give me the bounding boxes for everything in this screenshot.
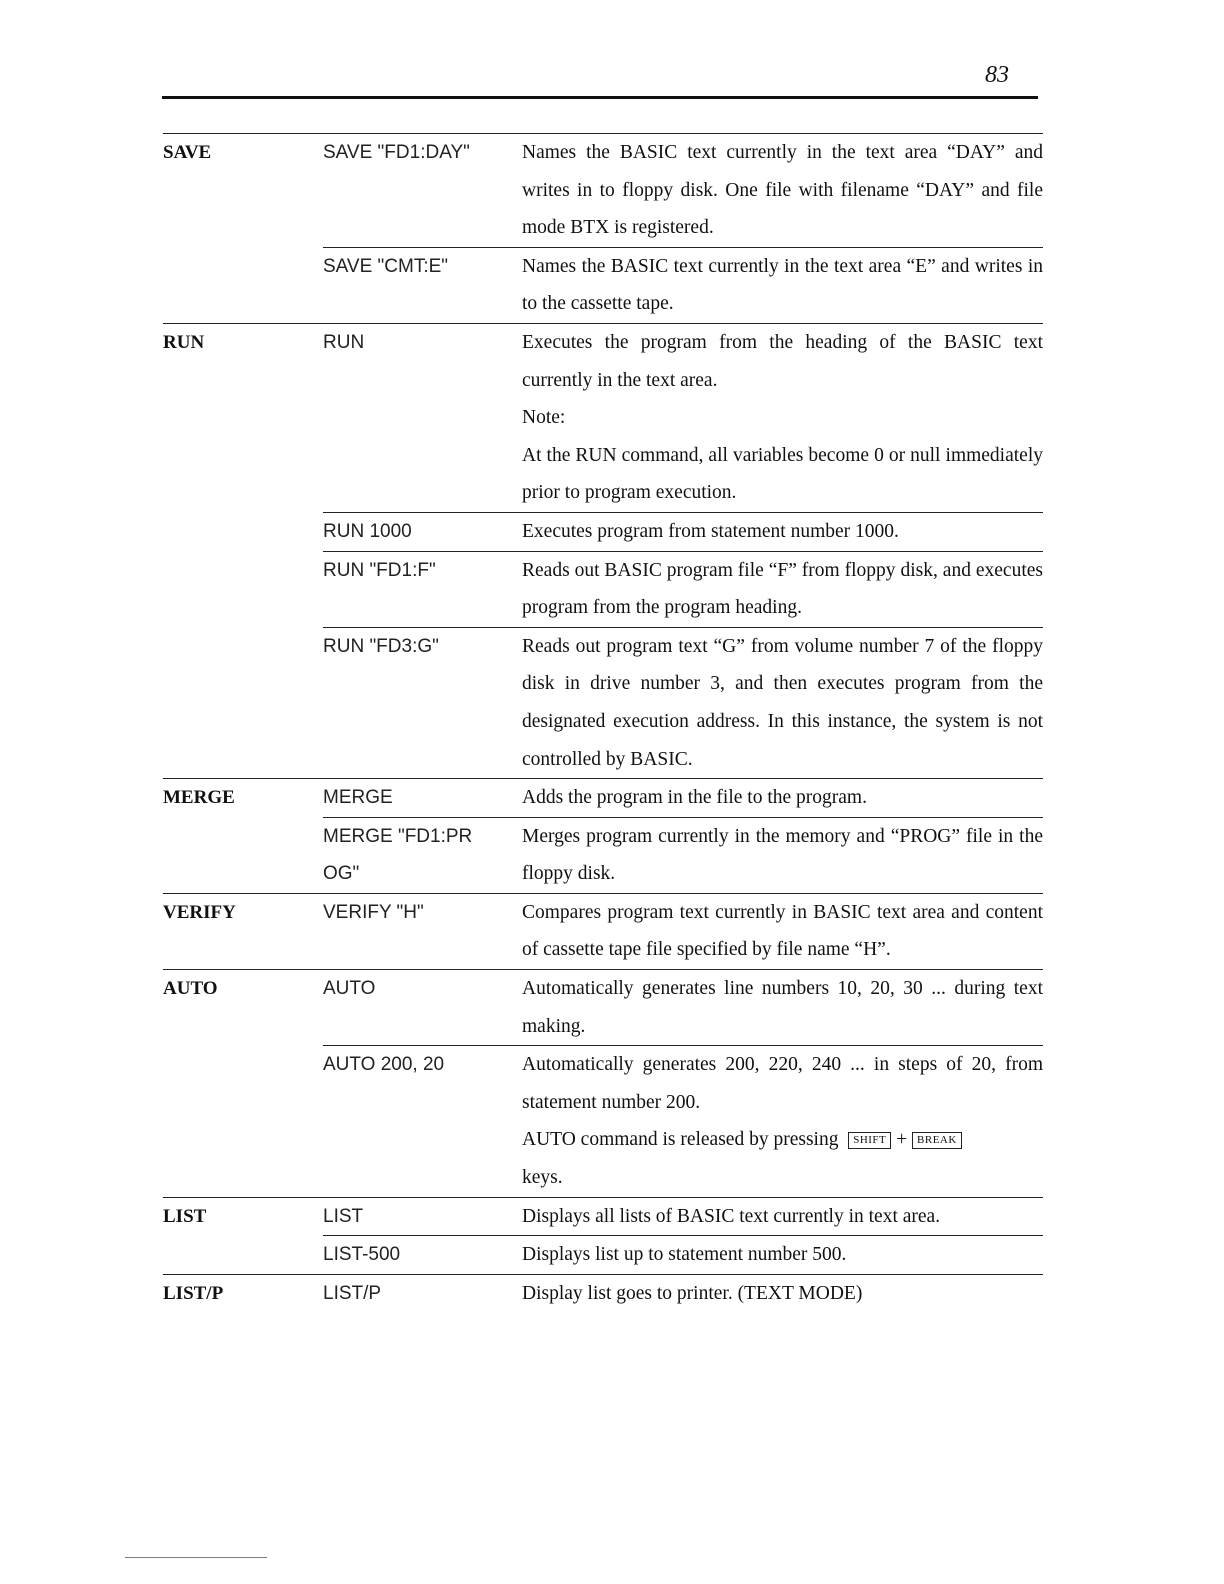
command-name: AUTO <box>163 978 218 1000</box>
shift-key: SHIFT <box>848 1132 891 1149</box>
command-block <box>163 323 1043 778</box>
example-syntax <box>323 894 522 969</box>
example-syntax <box>323 818 522 893</box>
command-entry <box>323 627 1043 778</box>
description-paragraph: Displays list up to statement number 500. <box>522 1244 847 1266</box>
description-paragraph: Executes program from statement number 1000. <box>522 520 899 542</box>
command-name: SAVE <box>163 142 212 163</box>
description <box>522 513 1043 551</box>
description-paragraph: Executes the program from the heading of the BASIC text currently in the text area. <box>522 331 1043 391</box>
command-entry <box>323 1045 1043 1196</box>
example-line: LIST-500 <box>323 1244 401 1266</box>
description-paragraph: At the RUN command, all variables become 0 or null immediately prior to program execution. <box>522 444 1043 504</box>
description-paragraph: Names the BASIC text currently in the text area “DAY” and writes in to floppy disk. One file with filename “DAY” and file mode BTX is registered. <box>522 142 1043 239</box>
description-paragraph: Reads out BASIC program file “F” from floppy disk, and executes program from the program heading. <box>522 559 1043 619</box>
description-paragraph: Adds the program in the file to the program. <box>522 787 867 809</box>
description-paragraph: Merges program currently in the memory and “PROG” file in the floppy disk. <box>522 825 1043 885</box>
key-note <box>522 1121 1043 1159</box>
command-entry <box>323 551 1043 627</box>
description <box>522 894 1043 969</box>
example-line: AUTO 200, 20 <box>323 1054 445 1076</box>
break-key: BREAK <box>912 1132 962 1149</box>
command-name: LIST <box>163 1205 207 1227</box>
command-entry <box>323 970 1043 1045</box>
command-block <box>163 969 1043 1197</box>
command-block <box>163 893 1043 969</box>
example-line: RUN <box>323 331 365 353</box>
command-entry <box>323 134 1043 247</box>
example-syntax <box>323 1236 522 1274</box>
description <box>522 1275 1043 1313</box>
description-paragraph: Display list goes to printer. (TEXT MODE) <box>522 1282 863 1304</box>
example-line: OG" <box>323 863 360 885</box>
description-paragraph: Compares program text currently in BASIC text area and content of cassette tape file specified by file name “H”. <box>522 901 1043 961</box>
description-paragraph: Reads out program text “G” from volume number 7 of the floppy disk in drive number 3, and then executes program from the designated execution address. In this instance, the system is not controlled by BASIC. <box>522 635 1043 770</box>
example-syntax <box>323 134 522 247</box>
command-entry <box>323 1235 1043 1274</box>
key-note-text: AUTO command is released by pressing <box>522 1129 839 1151</box>
plus-sign: + <box>896 1129 908 1151</box>
command-block <box>163 1197 1043 1274</box>
example-line: LIST/P <box>323 1282 382 1304</box>
description-paragraph: Automatically generates line numbers 10, 20, 30 ... during text making. <box>522 978 1043 1037</box>
description <box>522 1046 1043 1196</box>
description-paragraph: Displays all lists of BASIC text currently in text area. <box>522 1205 941 1227</box>
header-rule <box>162 96 1038 99</box>
description <box>522 552 1043 627</box>
example-syntax <box>323 970 522 1045</box>
example-line: MERGE <box>323 787 393 809</box>
example-syntax <box>323 1198 522 1236</box>
description <box>522 970 1043 1045</box>
description <box>522 134 1043 247</box>
command-name: VERIFY <box>163 901 236 923</box>
example-line: VERIFY "H" <box>323 901 424 923</box>
example-line: MERGE "FD1:PR <box>323 825 473 847</box>
command-name: MERGE <box>163 787 235 809</box>
example-syntax <box>323 324 522 512</box>
example-line: RUN "FD1:F" <box>323 559 436 581</box>
example-line: SAVE "FD1:DAY" <box>323 142 470 163</box>
example-syntax <box>323 1275 522 1313</box>
command-entry <box>323 779 1043 817</box>
example-syntax <box>323 513 522 551</box>
command-entry <box>323 247 1043 323</box>
example-syntax <box>323 248 522 323</box>
description <box>522 324 1043 512</box>
command-entry <box>323 1198 1043 1236</box>
key-note-end: keys. <box>522 1167 563 1189</box>
description <box>522 779 1043 817</box>
example-line: SAVE "CMT:E" <box>323 255 449 277</box>
command-name: LIST/P <box>163 1282 224 1304</box>
example-line: RUN "FD3:G" <box>323 635 439 657</box>
footer-rule <box>125 1557 267 1558</box>
command-entry <box>323 512 1043 551</box>
description <box>522 248 1043 323</box>
description <box>522 818 1043 893</box>
example-syntax <box>323 1046 522 1196</box>
example-syntax <box>323 779 522 817</box>
description-paragraph: Names the BASIC text currently in the text area “E” and writes in to the cassette tape. <box>522 255 1043 315</box>
command-entry <box>323 324 1043 512</box>
example-line: AUTO <box>323 978 376 1000</box>
command-block <box>163 133 1043 323</box>
command-entry <box>323 817 1043 893</box>
command-entry <box>323 1275 1043 1313</box>
command-block <box>163 778 1043 893</box>
description-paragraph: Automatically generates 200, 220, 240 ... in steps of 20, from statement number 200. <box>522 1054 1043 1113</box>
description <box>522 628 1043 778</box>
example-line: RUN 1000 <box>323 520 412 542</box>
example-syntax <box>323 552 522 627</box>
example-syntax <box>323 628 522 778</box>
command-block <box>163 1274 1043 1313</box>
description <box>522 1198 1043 1236</box>
description-paragraph: Note: <box>522 407 566 429</box>
command-table <box>163 133 1043 1312</box>
description <box>522 1236 1043 1274</box>
example-line: LIST <box>323 1205 364 1227</box>
command-entry <box>323 894 1043 969</box>
command-name: RUN <box>163 331 205 353</box>
page-number: 83 <box>985 62 1009 88</box>
